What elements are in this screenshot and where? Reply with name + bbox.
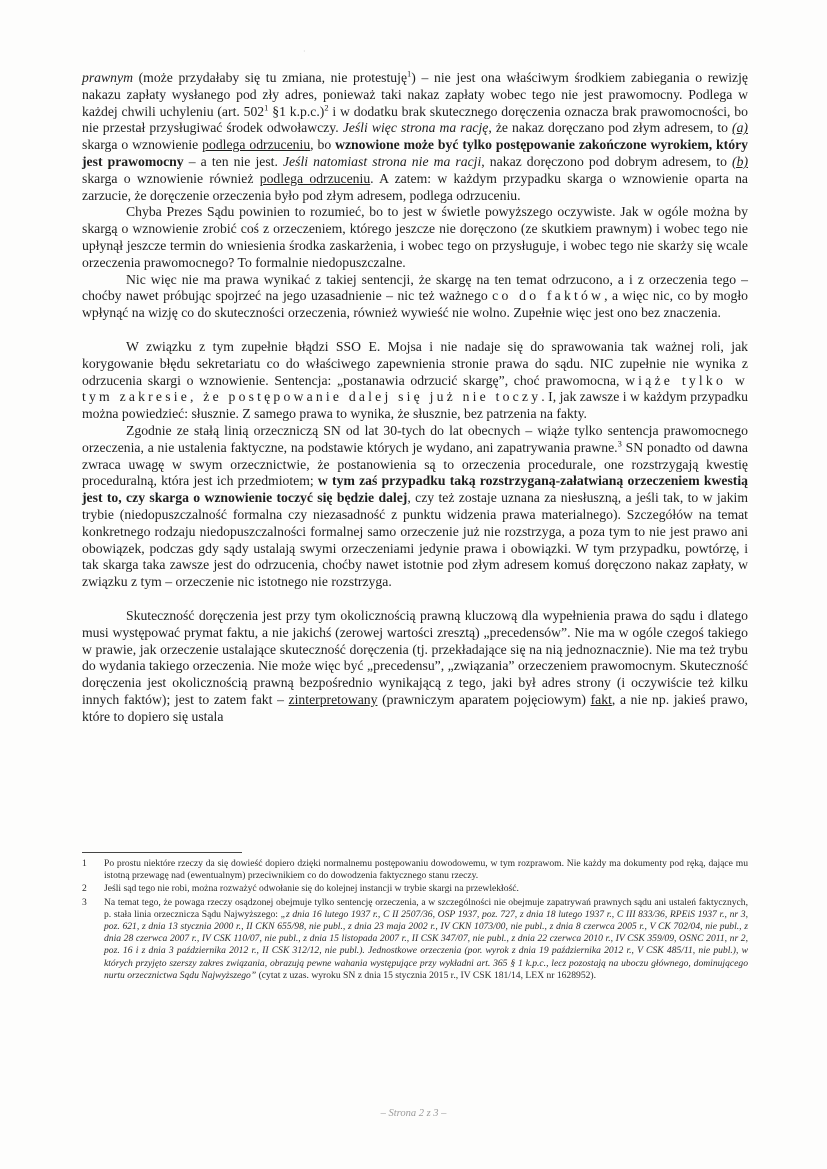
- paragraph: [82, 204, 748, 271]
- text-run: , czy też zostaje uznana za niesłuszną, a jeśli tak, to w jakim trybie (niedopuszczalność formalna czy niezasadność z punktu widzenia prawa materialnego). Szczegółów na temat konkretnego rodzaju niedopuszczalności formalnej samo orzeczenie już nie rozstrzyga, a poza tym to nie jest prawo ani obowiązek, podczas gdy sądy ustalają swymi orzeczeniami jedynie prawa i obowiązki. W tym przypadku, powtórzę, i tak skarga taka zawsze jest do odrzucenia, choćby nawet istotnie pod złym adresem komuś doręczono nakaz zapłaty, w związku z tym – orzeczenie nic istotnego nie rozstrzyga.: [82, 490, 748, 590]
- text-run: skarga o wznowienie: [82, 137, 203, 153]
- text-run: , a więc nic, co by mogło wpłynąć na wizję co do skuteczności orzeczenia, również wywieść nie wolno. Zupełnie więc jest ono bez znaczenia.: [82, 288, 748, 321]
- text-run: podlega odrzuceniu: [202, 137, 311, 153]
- paragraph: [82, 423, 748, 591]
- text-run: i w dodatku brak skutecznego doręczenia oznacza brak prawomocności, bo nie przestał przysługiwać środek odwoławczy.: [82, 103, 748, 136]
- footnote-reference: 1: [264, 102, 269, 113]
- footnote: [82, 858, 748, 882]
- text-run: (b): [732, 153, 749, 169]
- footnote-separator: [82, 852, 242, 853]
- text-run: wiąże tylko w tym zakresie, że postępowanie dalej się już nie toczy: [82, 372, 748, 405]
- footnote-reference: 1: [407, 68, 412, 79]
- text-run: zinterpretowany: [288, 691, 378, 707]
- text-run: fakt: [590, 691, 612, 707]
- text-run: wznowione może być tylko postępowanie zakończone wyrokiem, który jest prawomocny: [82, 137, 748, 169]
- text-run: ) – nie jest ona właściwym środkiem zabiegania o rewizję nakazu zapłaty wysłanego pod zły adres, ponieważ taki nakaz zapłaty wobec tego nie jest prawomocny. Podlega w każdej chwili uchyleniu (art. 502: [82, 70, 749, 119]
- footnote: [82, 883, 748, 895]
- text-run: (prawniczym aparatem pojęciowym): [377, 691, 591, 707]
- text-run: podlega odrzuceniu: [259, 170, 371, 186]
- page-number: – Strona 2 z 3 –: [380, 1108, 447, 1119]
- paragraph: [82, 339, 748, 423]
- text-run: , a nie np. jakieś prawo, które to dopiero się ustala: [82, 691, 748, 724]
- text-run: Skuteczność doręczenia jest przy tym okolicznością prawną kluczową dla wypełnienia prawa do sądu i dlatego musi występować prymat faktu, a nie jakichś (zerowej wartości zresztą) „precedensów”. Nie ma w ogóle czegoś takiego w prawie, jak orzeczenie ustalające skuteczność doręczenia (tj. przekładające się na nią jednoznacznie). Nie ma też trybu do wydania takiego orzeczenia. Nie może więc być „precedensu”, „związania” orzeczeniem prawomocnym. Skuteczność doręczenia jest okolicznością prawną bezpośrednio wynikającą z tego, jaki był adres strony (i oczywiście też kilku innych faktów); jest to zatem fakt –: [82, 607, 748, 707]
- text-run: W związku z tym zupełnie błądzi SSO E. Mojsa i nie nadaje się do sprawowania tak ważnej roli, jak korygowanie błędu sekretariatu co do właściwego zapewnienia stronie prawa do sądu. NIC zupełnie nie wynika z odrzucenia skargi o wznowienie. Sentencja: „postanawia odrzucić skargę”, choć prawomocna,: [82, 338, 748, 388]
- text-run: , nakaz doręczono pod dobrym adresem, to: [481, 153, 733, 169]
- text-run: Na temat tego, że powaga rzeczy osądzonej obejmuje tylko sentencję orzeczenia, a w szczególności nie obejmuje zapatrywań prawnych sądu ani ustaleń faktycznych, p. stała linia orzecznicza Sądu Najwyższego:: [104, 896, 748, 920]
- text-run: skarga o wznowienie również: [82, 170, 260, 186]
- footnote: [82, 897, 748, 982]
- text-run: (a): [732, 120, 748, 136]
- footnote-number: 1: [82, 858, 87, 869]
- footnote-text: [104, 883, 748, 895]
- paragraph: [82, 608, 748, 726]
- text-run: Nic więc nie ma prawa wynikać z takiej sentencji, że skargę na ten temat odrzucono, a i z orzeczenia tego – choćby nawet próbując spojrzeć na jego uzasadnienie – nic też ważnego: [82, 271, 748, 304]
- text-run: co do faktów: [492, 288, 605, 304]
- text-run: prawnym: [82, 70, 133, 85]
- footnotes: [82, 858, 748, 983]
- text-run: Chyba Prezes Sądu powinien to rozumieć, bo to jest w świetle powyższego oczywiste. Jak w ogóle można by skargą o wznowienie zrobić coś z orzeczeniem, którego jeszcze nie doręczono (ze skutkiem prawnym) i wobec tego nie upłynął jeszcze termin do wniesienia środka zaskarżenia, i wobec tego on przysługuje, i wobec tego nie skarży się wcale orzeczenia prawomocnego? To formalnie niedopuszczalne.: [82, 204, 748, 270]
- footnote-reference: 2: [324, 102, 329, 113]
- footnote-number: 3: [82, 896, 87, 908]
- text-run: (cytat z uzas. wyroku SN z dnia 15 stycznia 2015 r., IV CSK 181/14, LEX nr 1628952).: [256, 969, 597, 981]
- footnote-text: [104, 897, 748, 982]
- text-run: – a ten nie jest.: [183, 153, 283, 169]
- text-run: , bo: [310, 137, 336, 153]
- text-run: §1 k.p.c.): [268, 103, 325, 119]
- text-run: Zgodnie ze stałą linią orzeczniczą SN od lat 30-tych do lat obecnych – wiąże tylko sentencja prawomocnego orzeczenia, a nie ustalenia faktyczne, na podstawie których je wydano, ani zapatrywania prawne.: [82, 422, 748, 455]
- text-run: SN ponadto od dawna zwraca uwagę w swym orzecznictwie, że postanowienia są to orzeczenia procedurale, one rozstrzygają kwestię proceduralną, która jest ich przedmiotem;: [82, 439, 748, 489]
- text-run: Jeśli więc strona ma rację: [342, 120, 489, 136]
- paragraph: [82, 70, 748, 204]
- text-run: Po prostu niektóre rzeczy da się dowieść dopiero dzięki normalnemu postępowaniu dowodowemu, w tym rozprawom. Nie każdy ma dokumenty pod ręką, dające mu istotną przewagę nad (ewentualnym) przeciwnikiem co do dowodzenia faktycznego stanu rzeczy.: [104, 858, 748, 882]
- footnote-text: [104, 858, 748, 882]
- paragraph: [82, 272, 748, 322]
- footnote-number: 2: [82, 883, 87, 895]
- text-run: Jeśli natomiast strona nie ma racji: [282, 153, 482, 169]
- main-text: [82, 70, 748, 725]
- text-run: . A zatem: w każdym przypadku skarga o wznowienie oparta na zarzucie, że doręczenie orzeczenia było pod złym adresem, podlega odrzuceniu.: [82, 170, 748, 203]
- text-run: w tym zaś przypadku taką rozstrzyganą-załatwianą orzeczeniem kwestią jest to, czy skarga o wznowienie toczyć się będzie dalej: [82, 473, 749, 506]
- footnote-reference: 3: [617, 438, 622, 449]
- text-run: (może przydałaby się tu zmiana, nie protestuję: [132, 70, 408, 85]
- text-run: Jeśli sąd tego nie robi, można rozważyć odwołanie się do kolejnej instancji w trybie skargi na przewlekłość.: [104, 883, 519, 895]
- text-run: . I, jak zawsze i w każdym przypadku można powiedzieć: słusznie. Z samego prawa to wynika, że słusznie, bez patrzenia na fakty.: [82, 389, 748, 422]
- text-run: „z dnia 16 lutego 1937 r., C II 2507/36, OSP 1937, poz. 727, z dnia 18 lutego 1937 r., C III 833/36, RPEiS 1937 r., nr 3, poz. 621, z dnia 13 stycznia 2000 r., II CKN 655/98, nie publ., z dnia 23 maja 2002 r., IV CKN 1073/00, nie publ., z dnia 8 czerwca 2005 r., V CK 702/04, nie publ., z dnia 28 czerwca 2007 r., IV CSK 110/07, nie publ., z dnia 15 listopada 2007 r., II CSK 347/07, nie publ., z dnia 22 czerwca 2010 r., IV CSK 359/09, OSNC 2011, nr 2, poz. 16 i z dnia 3 października 2012 r., II CSK 312/12, nie publ.). Jednostkowe orzeczenia (por. wyrok z dnia 19 października 2012 r., V CSK 485/11, nie publ.), w których przyjęto szerszy zakres związania, obrazują pewne wahania występujące przy wykładni art. 365 § 1 k.p.c., lecz pozostają na uboczu głównego, dominującego nurtu orzecznictwa Sądu Najwyższego”: [104, 908, 748, 981]
- scan-speck: ·: [303, 47, 306, 56]
- text-run: , że nakaz doręczano pod złym adresem, to: [488, 120, 733, 136]
